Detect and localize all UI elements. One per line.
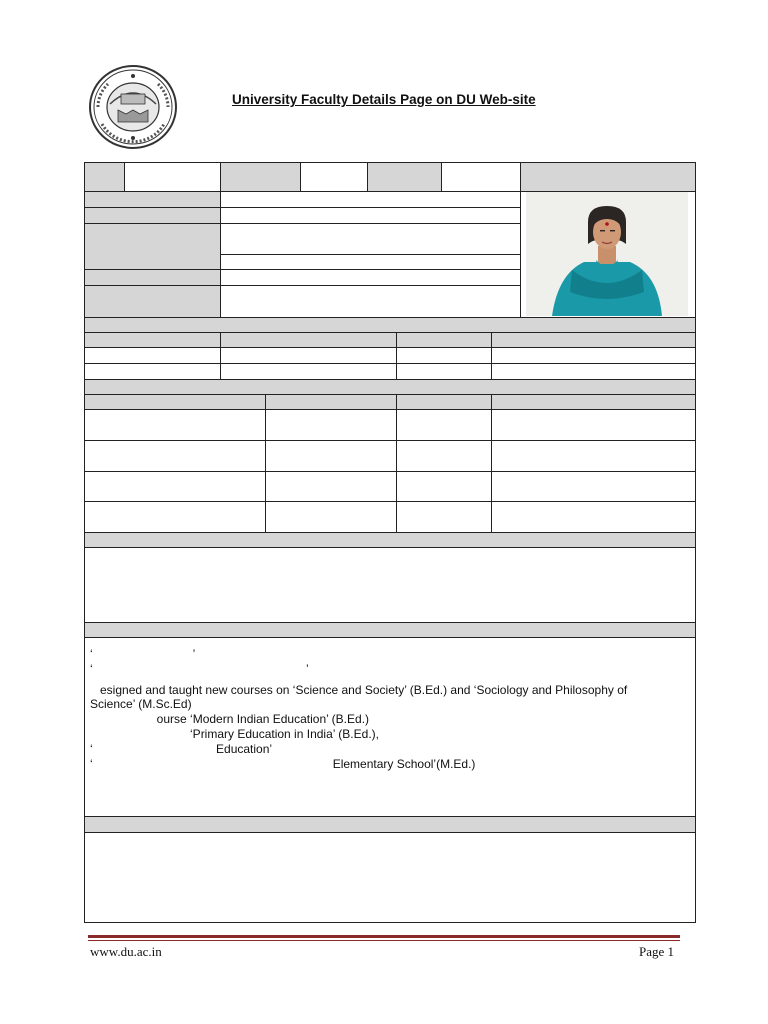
faculty-photo	[526, 192, 688, 316]
section-header	[84, 317, 696, 333]
header-cell	[220, 162, 301, 192]
table-cell	[491, 501, 696, 533]
section-header	[84, 816, 696, 833]
table-cell	[84, 409, 266, 441]
table-cell	[396, 347, 492, 364]
table-cell	[491, 347, 696, 364]
table-cell	[491, 409, 696, 441]
column-header	[396, 394, 492, 410]
column-header	[84, 394, 266, 410]
table-cell	[84, 501, 266, 533]
teaching-line: Science’ (M.Sc.Ed)	[90, 697, 192, 711]
table-cell	[491, 363, 696, 380]
teaching-line: ‘ ’	[90, 662, 309, 676]
column-header	[265, 394, 397, 410]
table-cell	[491, 471, 696, 502]
table-cell	[84, 440, 266, 472]
table-cell	[491, 440, 696, 472]
table-cell	[84, 363, 221, 380]
table-cell	[396, 501, 492, 533]
label-cell	[84, 285, 221, 318]
value-cell	[124, 162, 221, 192]
teaching-line: ‘ ’	[90, 647, 196, 661]
table-cell	[220, 363, 397, 380]
teaching-line: ‘ Education’	[90, 742, 273, 756]
label-cell	[84, 191, 221, 208]
footer-page-number: Page 1	[639, 944, 675, 959]
teaching-line: esigned and taught new courses on ‘Science and Society’ (B.Ed.) and ‘Sociology and Philosophy of	[90, 683, 628, 697]
teaching-line: ‘Primary Education in India’ (B.Ed.),	[90, 727, 379, 741]
header-cell	[84, 162, 125, 192]
table-cell	[265, 501, 397, 533]
table-cell	[265, 440, 397, 472]
label-cell	[84, 223, 221, 270]
column-header	[396, 332, 492, 348]
value-cell	[220, 269, 521, 286]
column-header	[84, 332, 221, 348]
section-body	[84, 547, 696, 623]
table-cell	[396, 409, 492, 441]
label-cell	[84, 269, 221, 286]
column-header	[220, 332, 397, 348]
value-cell	[300, 162, 368, 192]
value-cell	[220, 191, 521, 208]
section-header	[84, 532, 696, 548]
table-cell	[396, 440, 492, 472]
table-cell	[265, 409, 397, 441]
column-header	[491, 332, 696, 348]
table-cell	[84, 347, 221, 364]
header-cell	[367, 162, 442, 192]
header-cell	[520, 162, 696, 192]
value-cell	[441, 162, 521, 192]
table-cell	[84, 471, 266, 502]
footer-website: www.du.ac.in	[90, 944, 162, 959]
table-cell	[265, 471, 397, 502]
value-cell	[220, 207, 521, 224]
value-cell	[220, 254, 521, 270]
teaching-line: ‘ Elementary School’(M.Ed.)	[90, 757, 476, 771]
section-header	[84, 622, 696, 638]
footer-divider	[88, 940, 680, 941]
teaching-line: ourse ‘Modern Indian Education’ (B.Ed.)	[90, 712, 370, 726]
value-cell	[220, 223, 521, 255]
table-cell	[396, 363, 492, 380]
table-cell	[220, 347, 397, 364]
section-header	[84, 379, 696, 395]
table-cell	[396, 471, 492, 502]
footer-divider	[88, 935, 680, 938]
column-header	[491, 394, 696, 410]
section-body	[84, 832, 696, 923]
value-cell	[220, 285, 521, 318]
university-seal-icon	[88, 64, 178, 150]
label-cell	[84, 207, 221, 224]
page-title: University Faculty Details Page on DU Web-site	[232, 92, 536, 107]
